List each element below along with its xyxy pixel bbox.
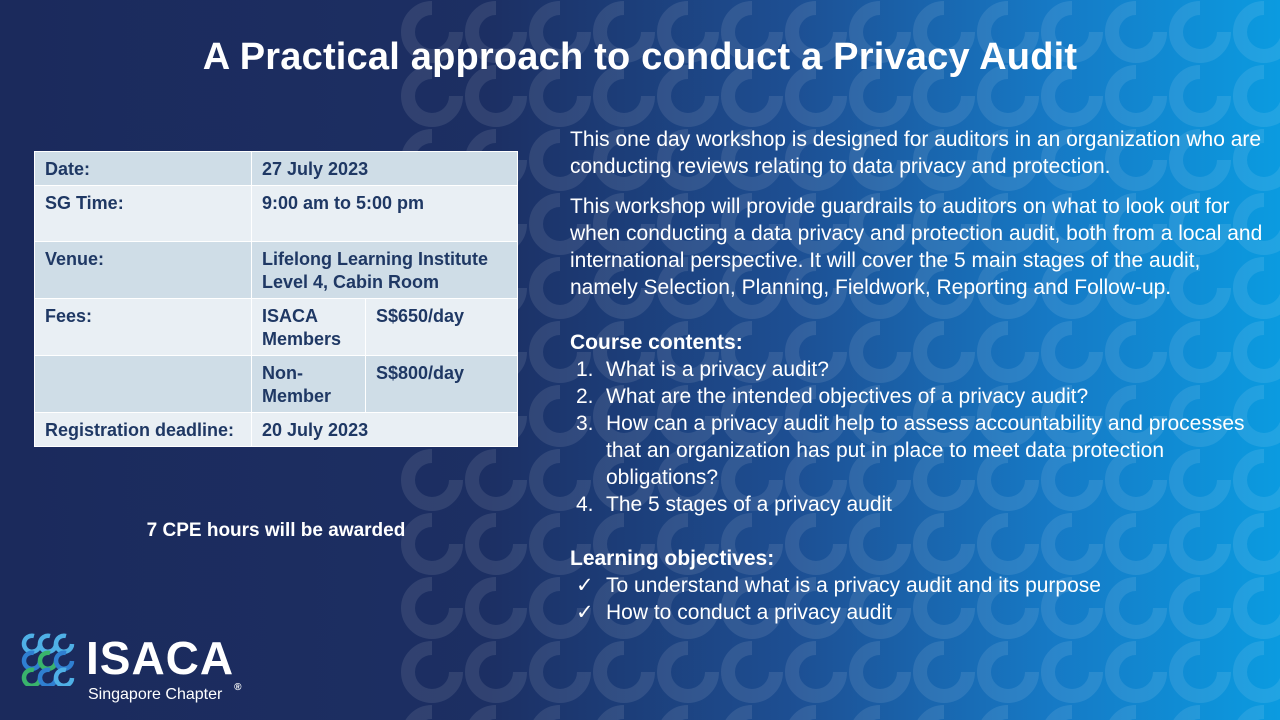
list-item xyxy=(570,356,1270,383)
list-item xyxy=(570,599,1270,626)
list-text: How can a privacy audit help to assess accountability and processes that an organization has put in place to meet data protection obligations? xyxy=(606,412,1245,489)
description-panel xyxy=(570,126,1270,626)
fees-label: Fees: xyxy=(35,299,252,356)
list-item xyxy=(570,491,1270,518)
list-text: What is a privacy audit? xyxy=(606,358,829,381)
intro-paragraph-1: This one day workshop is designed for auditors in an organization who are conducting reviews relating to data privacy and protection. xyxy=(570,128,1262,178)
chapter-name: Singapore Chapter xyxy=(88,686,223,703)
check-icon: ✓ xyxy=(576,601,594,624)
isaca-wordmark xyxy=(86,630,243,693)
course-contents-list xyxy=(570,356,1270,518)
check-icon: ✓ xyxy=(576,574,594,597)
isaca-logo-icon xyxy=(20,632,76,686)
venue-line-1: Lifelong Learning Institute xyxy=(262,249,488,269)
list-number: 1. xyxy=(576,358,594,381)
member-label: ISACA Members xyxy=(252,299,366,356)
isaca-logo xyxy=(20,630,260,710)
nonmember-row xyxy=(35,356,518,413)
time-row xyxy=(35,186,518,242)
venue-label: Venue: xyxy=(35,242,252,299)
list-text: The 5 stages of a privacy audit xyxy=(606,493,892,516)
list-text: What are the intended objectives of a privacy audit? xyxy=(606,385,1089,408)
nonmember-label: Non-Member xyxy=(252,356,366,413)
member-fee: S$650/day xyxy=(366,299,518,356)
list-item xyxy=(570,572,1270,599)
event-details-table xyxy=(34,151,518,447)
learning-objectives-list xyxy=(570,572,1270,626)
deadline-row xyxy=(35,413,518,447)
time-value: 9:00 am to 5:00 pm xyxy=(252,186,518,242)
wordmark-text: ISACA xyxy=(86,632,235,684)
fees-row xyxy=(35,299,518,356)
list-text: How to conduct a privacy audit xyxy=(606,601,892,624)
time-label: SG Time: xyxy=(35,186,252,242)
date-value: 27 July 2023 xyxy=(252,152,518,186)
course-contents-heading: Course contents: xyxy=(570,331,743,354)
nonmember-fee: S$800/day xyxy=(366,356,518,413)
empty-cell xyxy=(35,356,252,413)
date-row xyxy=(35,152,518,186)
cpe-note: 7 CPE hours will be awarded xyxy=(146,520,406,541)
list-number: 2. xyxy=(576,385,594,408)
deadline-label: Registration deadline: xyxy=(35,413,252,447)
venue-line-2: Level 4, Cabin Room xyxy=(262,272,440,292)
deadline-value: 20 July 2023 xyxy=(252,413,518,447)
date-label: Date: xyxy=(35,152,252,186)
learning-objectives-heading: Learning objectives: xyxy=(570,547,775,570)
intro-paragraph-2: This workshop will provide guardrails to auditors on what to look out for when conducting a data privacy and protection audit, both from a local and international perspective. It will cover the 5 main stages of the audit, namely Selection, Planning, Fieldwork, Reporting and Follow-up. xyxy=(570,195,1263,299)
registered-mark: ® xyxy=(234,682,243,693)
list-item xyxy=(570,410,1270,491)
list-number: 4. xyxy=(576,493,594,516)
list-text: To understand what is a privacy audit and its purpose xyxy=(606,574,1101,597)
venue-row xyxy=(35,242,518,299)
venue-value xyxy=(252,242,518,299)
page-title: A Practical approach to conduct a Privacy Audit xyxy=(202,36,1078,78)
list-number: 3. xyxy=(576,412,594,435)
list-item xyxy=(570,383,1270,410)
